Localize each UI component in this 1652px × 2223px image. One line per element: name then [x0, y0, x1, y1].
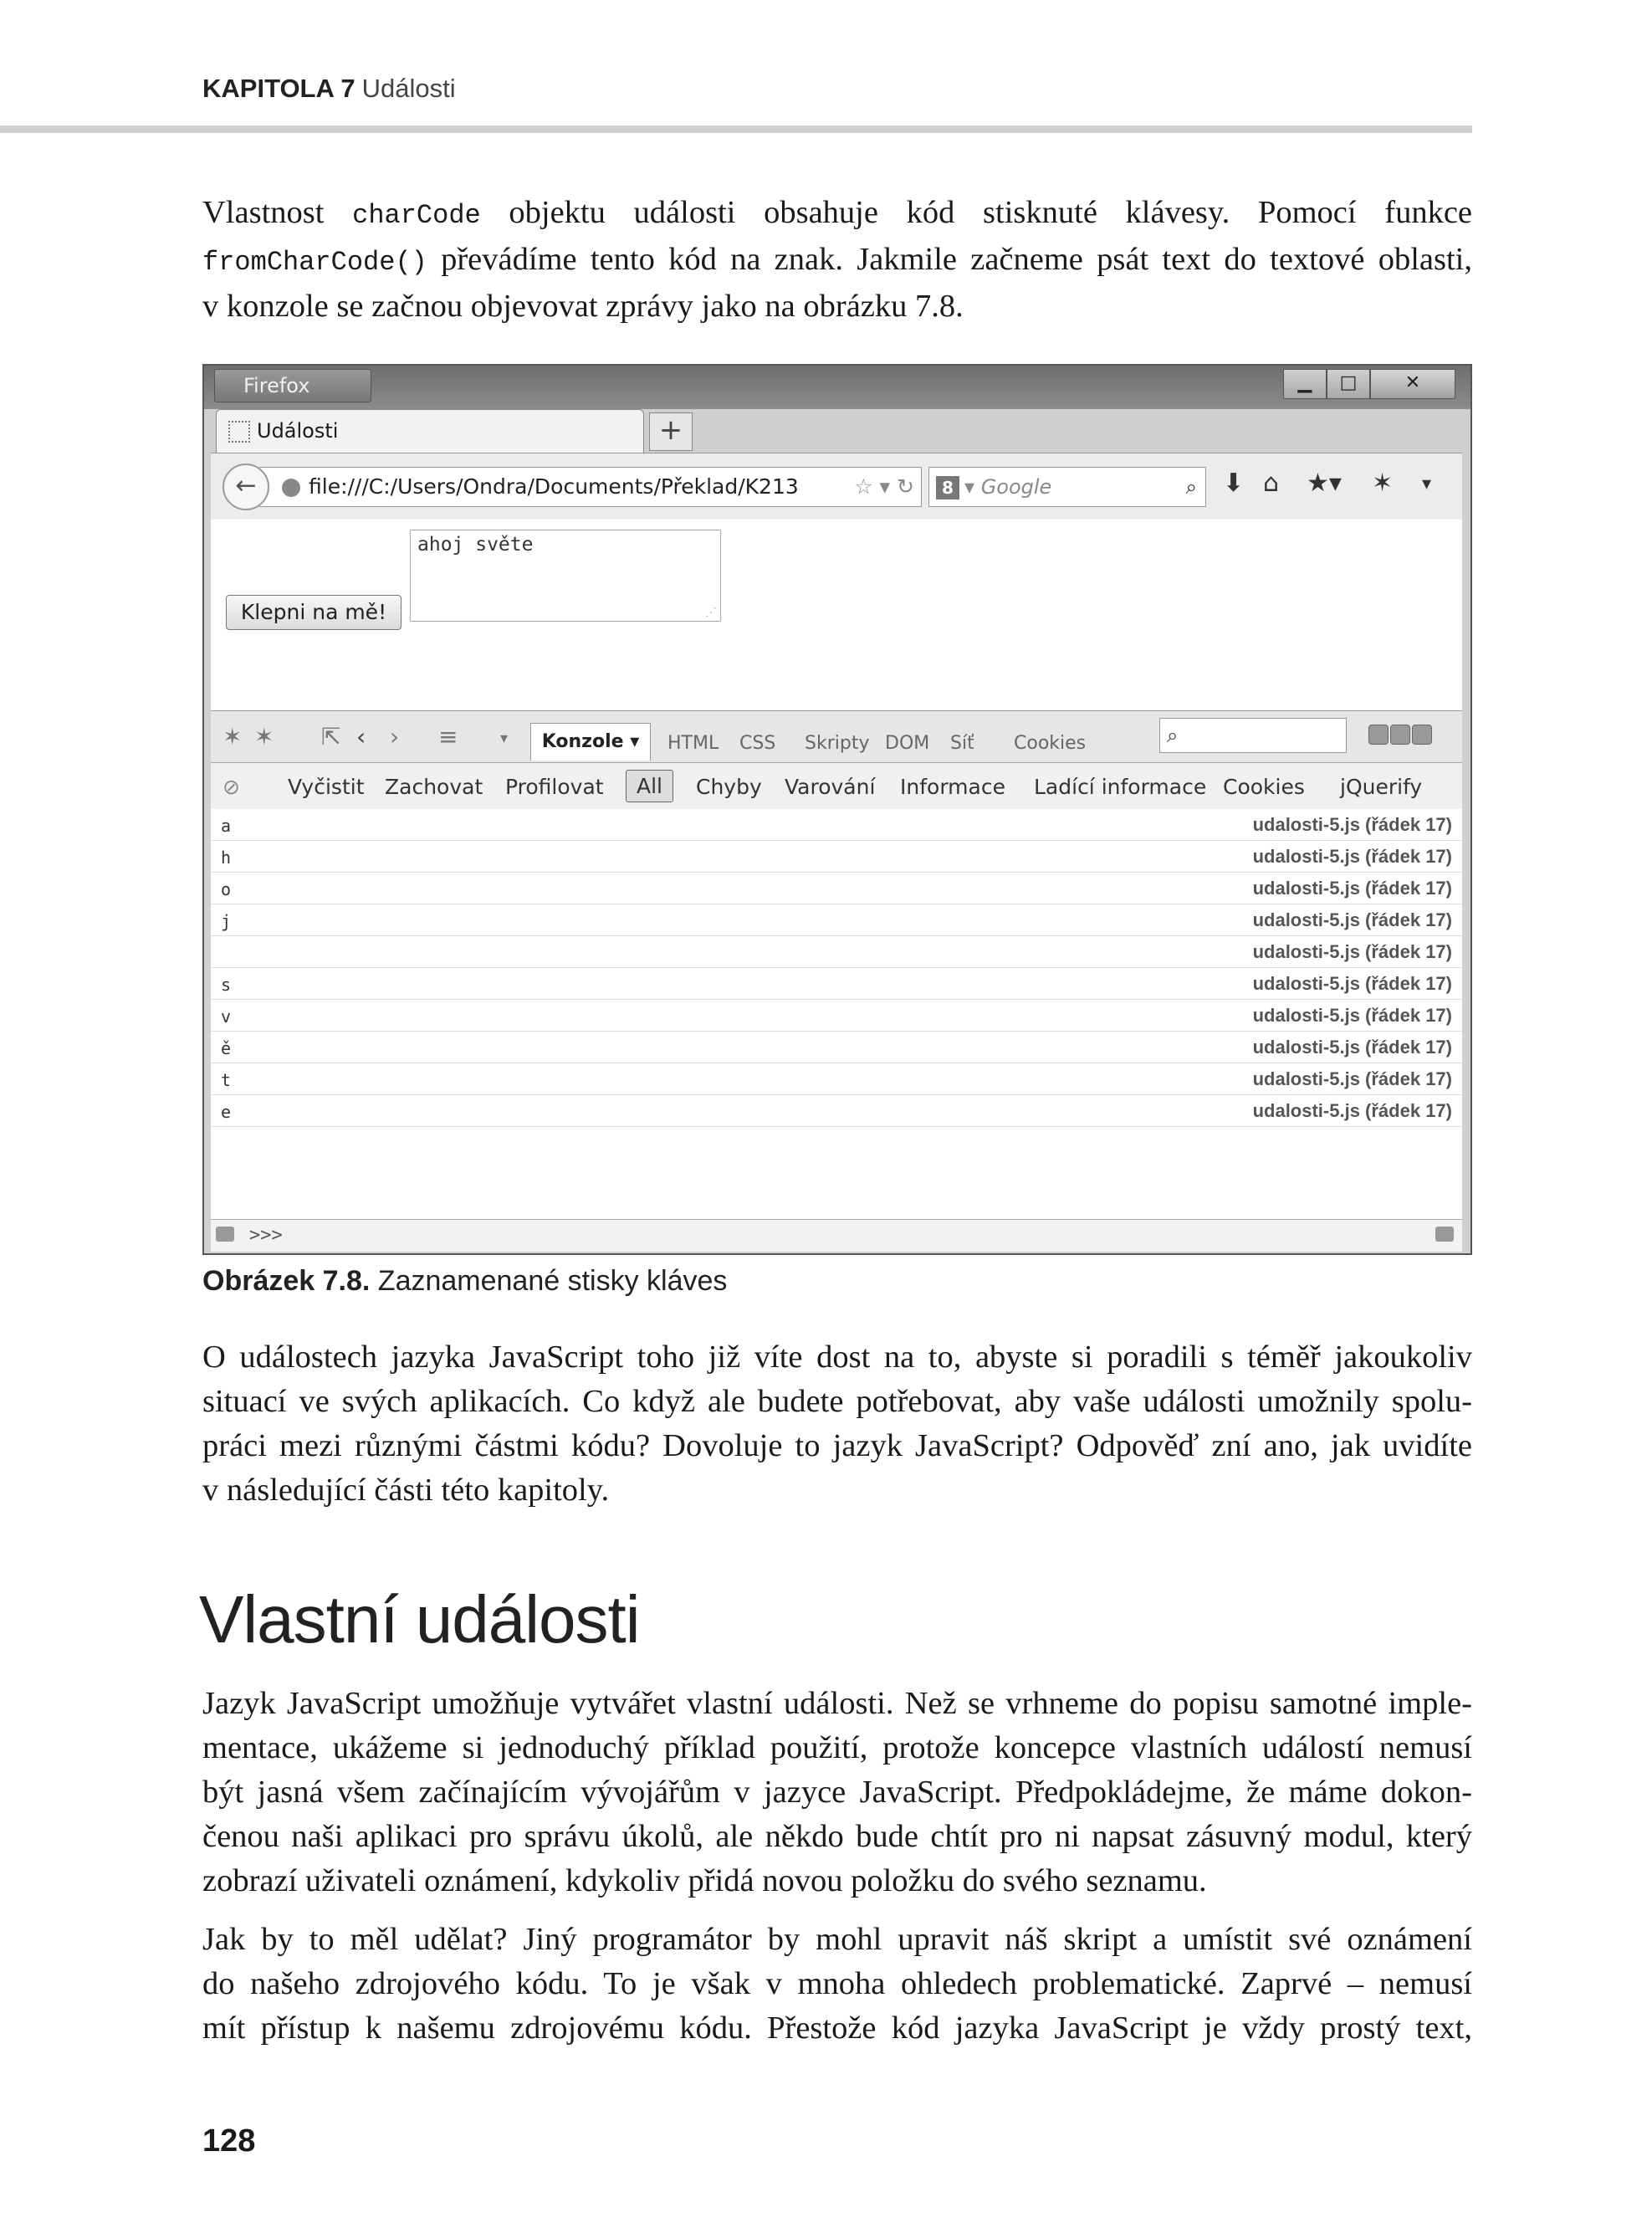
paragraph-4 [202, 1918, 1472, 2051]
text-line: O událostech jazyka JavaScript toho již víte dost na to, abyste si poradili s téměř jakoukoliv [202, 1339, 1472, 1375]
log-source-link[interactable]: udalosti-5.js (řádek 17) [1252, 973, 1452, 994]
text-line: fromCharCode() převádíme tento kód na znak. Jakmile začneme psát text do textové oblasti, [202, 242, 1472, 278]
filter-all[interactable]: All [626, 770, 673, 802]
text-line: v následující části této kapitoly. [202, 1473, 610, 1508]
text-line: čenou naši aplikaci pro správu úkolů, ale někdo bude chtít pro ni napsat zásuvný modul, který [202, 1819, 1472, 1854]
tab-html[interactable]: HTML [667, 733, 719, 754]
command-line[interactable] [211, 1219, 1462, 1252]
text-area[interactable]: ahoj světe ⋰ [410, 530, 721, 622]
inline-code: charCode [352, 200, 481, 231]
console-filter-bar [211, 762, 1462, 811]
filter-profile[interactable]: Profilovat [505, 775, 604, 799]
close-icon[interactable]: ✕ [1370, 369, 1455, 399]
firebug-toolbar [211, 710, 1462, 763]
paragraph-3 [202, 1682, 1472, 1903]
filter-persist[interactable]: Zachovat [385, 775, 483, 799]
firebug-search-input[interactable]: ⌕ [1159, 718, 1347, 753]
log-source-link[interactable]: udalosti-5.js (řádek 17) [1252, 941, 1452, 962]
running-header [202, 74, 456, 104]
tab-cookies[interactable]: Cookies [1014, 733, 1087, 754]
firebug-inspect-icon[interactable]: ✶ [254, 723, 274, 750]
log-row [211, 1032, 1462, 1063]
search-input[interactable]: 8 ▾ Google ⌕ [928, 467, 1206, 507]
figure-caption [202, 1265, 727, 1298]
command-editor-icon[interactable] [216, 1227, 234, 1242]
text-line: Jak by to měl udělat? Jiný programátor by mohl upravit náš skript a umístit své oznámení [202, 1922, 1472, 1957]
magnifier-icon: ⌕ [1185, 475, 1197, 499]
text-line: zobrazí uživateli oznámení, kdykoliv přidá novou položku do svého seznamu. [202, 1863, 1207, 1898]
text-line: práci mezi různými částmi kódu? Dovoluje to jazyk JavaScript? Odpověď zní ano, jak uvidíte [202, 1428, 1472, 1463]
text-line: mít přístup k našemu zdrojovému kódu. Přestože kód jazyka JavaScript je vždy prostý text, [202, 2010, 1472, 2046]
log-source-link[interactable]: udalosti-5.js (řádek 17) [1252, 1005, 1452, 1026]
resize-grip-icon[interactable]: ⋰ [705, 606, 717, 619]
page-number: 128 [202, 2123, 256, 2159]
navigation-bar [211, 453, 1462, 520]
caption-text: Zaznamenané stisky kláves [377, 1265, 728, 1297]
log-row [211, 873, 1462, 904]
list-icon[interactable]: ≡ [438, 723, 458, 750]
log-row [211, 968, 1462, 1000]
menu-chevron-down-icon[interactable]: ▾ [1422, 474, 1432, 494]
globe-icon [282, 479, 300, 497]
log-row [211, 936, 1462, 968]
url-bar[interactable] [259, 467, 922, 507]
download-arrow-icon[interactable]: ⬇ [1223, 469, 1245, 498]
firebug-power-icon[interactable] [1412, 725, 1432, 745]
text-line: být jasná všem začínajícím vývojářům v jazyce JavaScript. Předpokládejme, že máme dokon- [202, 1775, 1472, 1810]
filter-jquerify[interactable]: jQuerify [1340, 775, 1423, 799]
page-icon [228, 421, 250, 443]
firebug-detach-icon[interactable] [1390, 725, 1410, 745]
firebug-minimize-icon[interactable] [1368, 725, 1389, 745]
text-line: mentace, ukážeme si jednoduchý příklad použití, protože koncepce vlastních událostí nemusí [202, 1730, 1472, 1765]
log-key: o [221, 879, 232, 899]
bookmarks-icon[interactable]: ★▾ [1307, 469, 1342, 498]
filter-debug[interactable]: Ladící informace [1034, 775, 1207, 799]
google-icon: 8 [936, 476, 959, 499]
window-titlebar [204, 366, 1470, 409]
log-row [211, 841, 1462, 873]
caption-label: Obrázek 7.8. [202, 1265, 371, 1297]
log-source-link[interactable]: udalosti-5.js (řádek 17) [1252, 1037, 1452, 1058]
log-row [211, 904, 1462, 936]
filter-info[interactable]: Informace [900, 775, 1005, 799]
expand-editor-icon[interactable] [1435, 1227, 1454, 1242]
back-arrow-icon[interactable]: ← [222, 464, 269, 510]
log-key: h [221, 848, 232, 868]
log-source-link[interactable]: udalosti-5.js (řádek 17) [1252, 846, 1452, 867]
paragraph-2 [202, 1335, 1472, 1513]
tab-scripts[interactable]: Skripty [805, 733, 870, 754]
console-log [211, 809, 1462, 1219]
log-row [211, 1000, 1462, 1032]
new-tab-button[interactable]: + [649, 412, 693, 451]
log-row [211, 1063, 1462, 1095]
tab-dom[interactable]: DOM [885, 733, 930, 754]
forward-chevron-icon[interactable]: › [390, 723, 400, 750]
text-line: do našeho zdrojového kódu. To je však v mnoha ohledech problematické. Zaprvé – nemusí [202, 1966, 1472, 2001]
inline-code: fromCharCode() [202, 247, 427, 278]
log-key: s [221, 975, 232, 995]
log-source-link[interactable]: udalosti-5.js (řádek 17) [1252, 909, 1452, 930]
filter-clear[interactable]: Vyčistit [288, 775, 365, 799]
console-options-icon[interactable]: ⊘ [222, 775, 240, 799]
chapter-title: Události [361, 74, 456, 103]
back-chevron-icon[interactable]: ‹ [356, 723, 366, 750]
bookmark-star-icon[interactable]: ☆ ▾ ↻ [849, 468, 914, 506]
filter-warnings[interactable]: Varování [785, 775, 876, 799]
log-key: j [221, 911, 232, 931]
log-source-link[interactable]: udalosti-5.js (řádek 17) [1252, 814, 1452, 835]
intro-paragraph [202, 191, 1472, 329]
firefox-menu-button[interactable]: Firefox [214, 369, 371, 402]
log-key: v [221, 1006, 232, 1027]
browser-tab[interactable] [216, 409, 644, 453]
filter-errors[interactable]: Chyby [696, 775, 762, 799]
log-source-link[interactable]: udalosti-5.js (řádek 17) [1252, 1100, 1452, 1121]
figure-screenshot [202, 364, 1472, 1255]
firebug-bug-icon[interactable]: ✶ [222, 723, 243, 750]
tab-console[interactable]: Konzole ▾ [530, 723, 651, 761]
tab-css[interactable]: CSS [739, 733, 776, 754]
log-row [211, 809, 1462, 841]
log-key: a [221, 816, 232, 836]
text-line: situací ve svých aplikacích. Co když ale budete potřebovat, aby vaše události umožnily spolu- [202, 1384, 1472, 1419]
command-prompt: >>> [249, 1225, 283, 1246]
log-key: e [221, 1102, 232, 1122]
minimize-icon[interactable]: ▁ [1283, 369, 1327, 399]
maximize-icon[interactable]: □ [1327, 369, 1370, 399]
text-line: Jazyk JavaScript umožňuje vytvářet vlastní události. Než se vrhneme do popisu samotné imple- [202, 1686, 1472, 1721]
page-content [211, 520, 1462, 710]
log-row [211, 1095, 1462, 1127]
home-icon[interactable]: ⌂ [1263, 469, 1280, 498]
log-source-link[interactable]: udalosti-5.js (řádek 17) [1252, 878, 1452, 899]
chapter-label: KAPITOLA 7 [202, 74, 355, 103]
filter-cookies[interactable]: Cookies [1223, 775, 1305, 799]
header-rule [0, 125, 1472, 133]
firebug-icon[interactable]: ✶ [1372, 469, 1394, 498]
url-text: file:///C:/Users/Ondra/Documents/Překlad/K213 [309, 474, 799, 499]
dropdown-arrow-icon[interactable]: ▾ [500, 730, 509, 747]
tab-title: Události [257, 419, 339, 443]
log-source-link[interactable]: udalosti-5.js (řádek 17) [1252, 1068, 1452, 1089]
text-line: Vlastnost charCode objektu události obsahuje kód stisknuté klávesy. Pomocí funkce [202, 195, 1472, 231]
click-me-button[interactable]: Klepni na mě! [226, 595, 401, 630]
log-key: t [221, 1070, 232, 1090]
text-line: v konzole se začnou objevovat zprávy jako na obrázku 7.8. [202, 289, 964, 324]
tab-net[interactable]: Síť [950, 733, 974, 754]
pointer-icon[interactable]: ⇱ [321, 723, 341, 750]
log-key: ě [221, 1038, 232, 1058]
section-heading: Vlastní události [199, 1582, 640, 1657]
